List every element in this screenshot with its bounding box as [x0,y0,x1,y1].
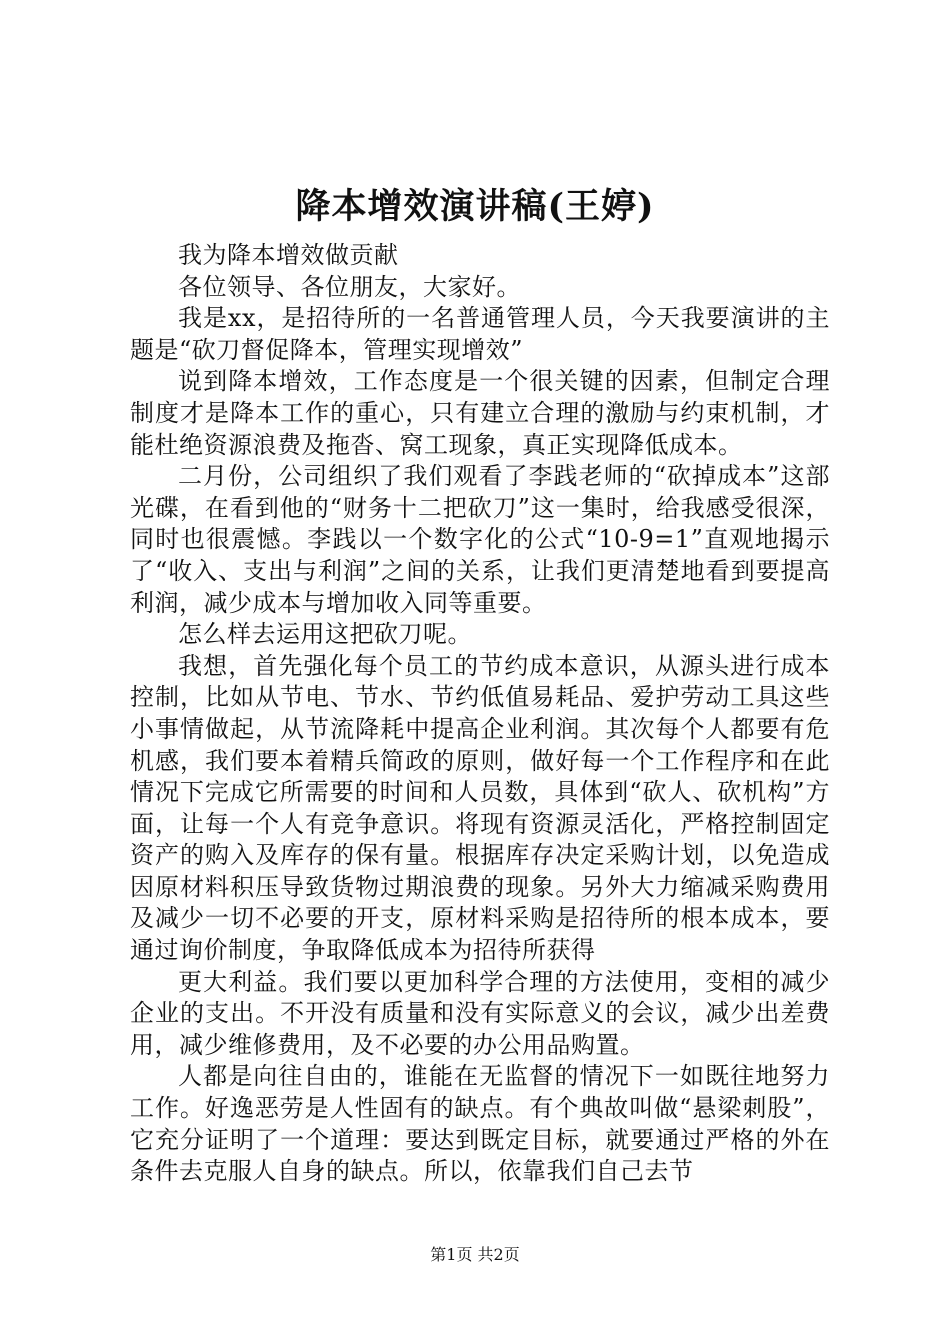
paragraph-greeting: 各位领导、各位朋友，大家好。 [178,272,521,301]
document-title: 降本增效演讲稿(王婷) [295,186,655,227]
paragraph: 更大利益。我们要以更加科学合理的方法使用，变相的减少企业的支出。不开没有质量和没有实际意义的会议，减少出差费用，减少维修费用，及不必要的办公用品购置。 [130,967,830,1059]
paragraph: 我是xx，是招待所的一名普通管理人员，今天我要演讲的主题是“砍刀督促降本，管理实现增效” [130,304,830,364]
page-number-footer: 第1页 共2页 [430,1245,520,1264]
paragraph: 人都是向往自由的，谁能在无监督的情况下一如既往地努力工作。好逸恶劳是人性固有的缺点。有个典故叫做“悬梁刺股”，它充分证明了一个道理：要达到既定目标，就要通过严格的外在条件去克服人自身的缺点。所以，依靠我们自己去节 [130,1062,830,1186]
paragraph: 说到降本增效，工作态度是一个很关键的因素，但制定合理制度才是降本工作的重心，只有建立合理的激励与约束机制，才能杜绝资源浪费及拖沓、窝工现象，真正实现降低成本。 [130,367,830,459]
paragraph: 我想，首先强化每个员工的节约成本意识，从源头进行成本控制，比如从节电、节水、节约低值易耗品、爱护劳动工具这些小事情做起，从节流降耗中提高企业利润。其次每个人都要有危机感，我们要本着精兵简政的原则，做好每一个工作程序和在此情况下完成它所需要的时间和人员数，具体到“砍人、砍机构”方面，让每一个人有竞争意识。将现有资源灵活化，严格控制固定资产的购入及库存的保有量。根据库存决定采购计划，以免造成因原材料积压导致货物过期浪费的现象。另外大力缩减采购费用及减少一切不必要的开支，原材料采购是招待所的根本成本，要通过询价制度，争取降低成本为招待所获得 [130,651,830,965]
paragraph: 怎么样去运用这把砍刀呢。 [178,620,472,649]
paragraph-subtitle: 我为降本增效做贡献 [178,241,399,269]
paragraph: 二月份，公司组织了我们观看了李践老师的“砍掉成本”这部光碟，在看到他的“财务十二把砍刀”这一集时，给我感受很深，同时也很震憾。李践以一个数字化的公式“10-9=1”直观地揭示了“收入、支出与利润”之间的关系，让我们更清楚地看到要提高利润，减少成本与增加收入同等重要。 [130,462,830,617]
document-body [130,240,830,1188]
